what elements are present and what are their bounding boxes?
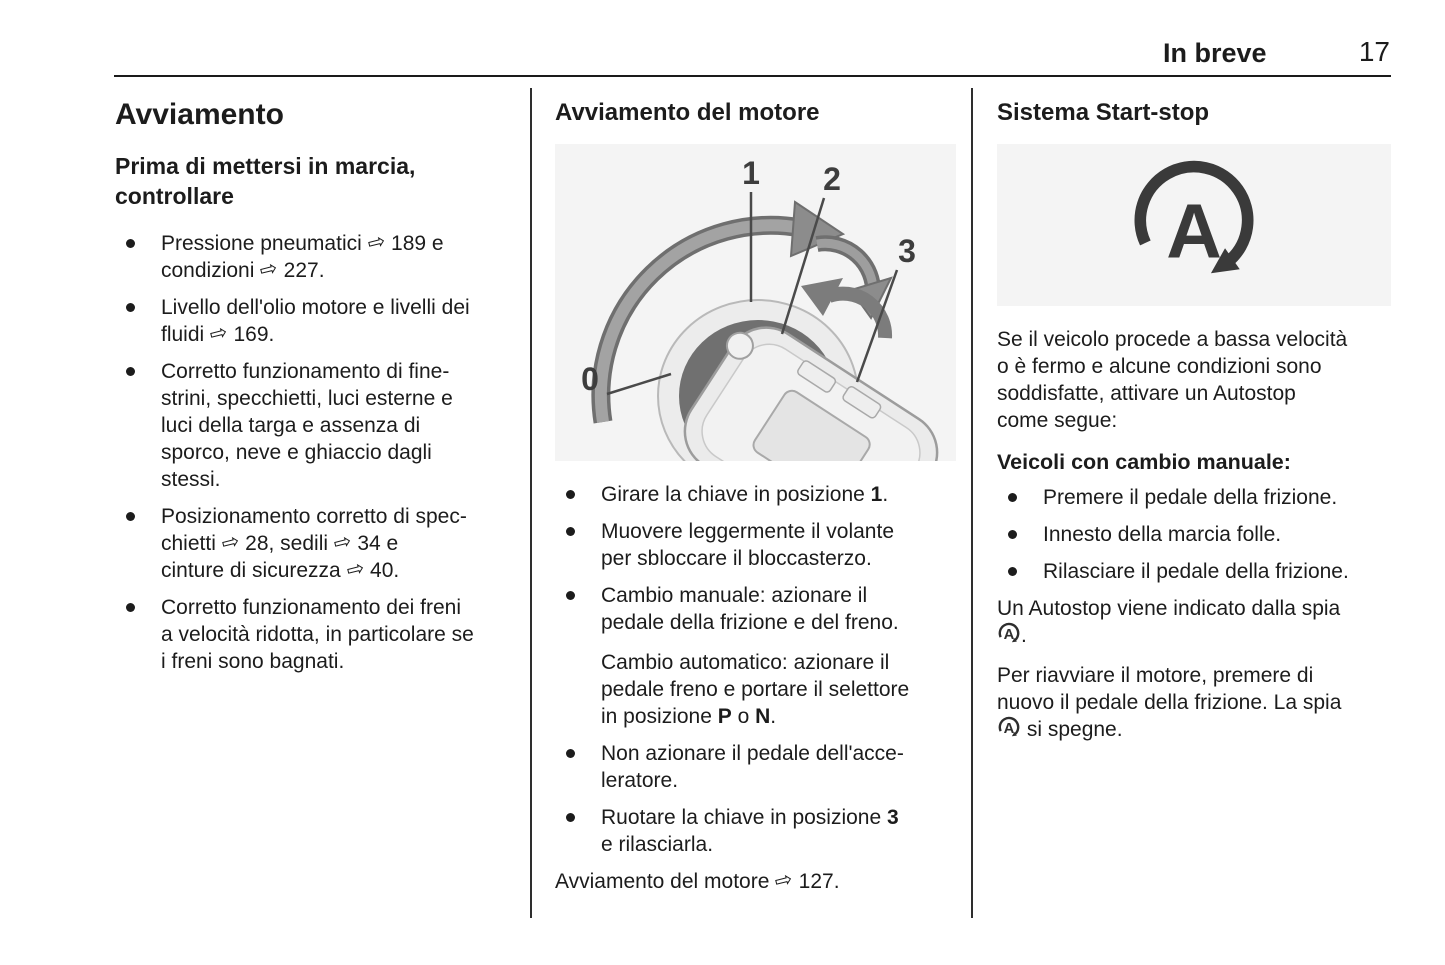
column-left bbox=[115, 95, 495, 685]
start-stop-icon bbox=[1118, 155, 1270, 295]
manual-gearbox-subheading: Veicoli con cambio manuale: bbox=[997, 450, 1291, 474]
list-item bbox=[555, 481, 956, 508]
bullet-dot bbox=[126, 239, 135, 248]
column-middle bbox=[555, 95, 956, 908]
start-stop-indicator-figure bbox=[997, 144, 1391, 306]
bullet-dot bbox=[126, 512, 135, 521]
list-item bbox=[555, 740, 956, 794]
section-title: Avviamento bbox=[115, 98, 284, 131]
reference-arrow-icon: ⇨ bbox=[207, 319, 230, 347]
list-item-text: Posizionamento corretto di spec- chietti ⇨ 28, sedili ⇨ 34 e cinture di sicurezza ⇨ 40. bbox=[161, 505, 467, 583]
bullet-dot bbox=[126, 603, 135, 612]
list-item bbox=[997, 558, 1391, 585]
list-item-text: Muovere leggermente il volante per sbloccare il bloccasterzo. bbox=[601, 520, 894, 570]
engine-start-title: Avviamento del motore bbox=[555, 99, 820, 126]
bullet-dot bbox=[126, 367, 135, 376]
list-item bbox=[555, 518, 956, 572]
reference-arrow-icon: ⇨ bbox=[330, 528, 354, 556]
list-item bbox=[555, 804, 956, 858]
list-item-text: Premere il pedale della frizione. bbox=[1043, 486, 1338, 509]
bullet-dot bbox=[566, 591, 575, 600]
reference-arrow-icon: ⇨ bbox=[343, 555, 367, 583]
list-item bbox=[997, 521, 1391, 548]
engine-start-reference: Avviamento del motore ⇨ 127. bbox=[555, 866, 840, 894]
position-label-1: 1 bbox=[742, 155, 760, 191]
list-item-text: Innesto della marcia folle. bbox=[1043, 523, 1282, 546]
bullet-dot bbox=[566, 813, 575, 822]
list-item-text: Girare la chiave in posizione 1. bbox=[601, 483, 889, 506]
bullet-dot bbox=[566, 749, 575, 758]
list-item bbox=[115, 503, 495, 584]
bullet-dot bbox=[126, 303, 135, 312]
list-item-text: Livello dell'olio motore e livelli dei fluidi ⇨ 169. bbox=[161, 296, 470, 347]
left-subtitle: Prima di mettersi in marcia, controllare bbox=[115, 153, 416, 209]
column-separator bbox=[530, 88, 532, 918]
list-item bbox=[555, 649, 956, 730]
reference-arrow-icon: ⇨ bbox=[772, 866, 796, 894]
column-separator bbox=[971, 88, 973, 918]
ignition-switch-figure bbox=[555, 144, 956, 461]
autostop-conditions-paragraph: Se il veicolo procede a bassa velocità o è fermo e alcune condizioni sono soddisfatte, attivare un Autostop come segue: bbox=[997, 328, 1348, 432]
ignition-illustration bbox=[555, 144, 956, 461]
bullet-dot bbox=[1008, 530, 1017, 539]
svg-text:A: A bbox=[1003, 721, 1015, 738]
list-item-text: Ruotare la chiave in posizione 3 e rilasciarla. bbox=[601, 806, 899, 856]
reference-arrow-icon: ⇨ bbox=[257, 255, 281, 283]
position-label-0: 0 bbox=[581, 361, 599, 397]
header-page-number: 17 bbox=[1358, 36, 1390, 67]
list-item bbox=[997, 484, 1391, 511]
list-item bbox=[555, 582, 956, 636]
list-item-text: Pressione pneumatici ⇨ 189 e condizioni ⇨ 227. bbox=[161, 228, 444, 283]
reference-arrow-icon: ⇨ bbox=[364, 228, 388, 256]
manual-gearbox-steps bbox=[997, 484, 1391, 585]
bullet-dot bbox=[1008, 493, 1017, 502]
pre-drive-checklist bbox=[115, 230, 495, 675]
restart-engine-paragraph: Per riavviare il motore, premere di nuovo il pedale della frizione. La spia A si spegne. bbox=[997, 664, 1342, 741]
list-item-text: Cambio automatico: azionare il pedale freno e portare il selettore in posizione P o N. bbox=[601, 651, 910, 728]
reference-arrow-icon: ⇨ bbox=[218, 528, 242, 556]
position-label-3: 3 bbox=[898, 233, 916, 269]
list-item-text: Rilasciare il pedale della frizione. bbox=[1043, 560, 1349, 583]
list-item bbox=[115, 358, 495, 493]
autostop-indicator-paragraph: Un Autostop viene indicato dalla spia A . bbox=[997, 597, 1341, 647]
column-right bbox=[997, 95, 1391, 756]
bullet-dot bbox=[566, 527, 575, 536]
bullet-dot bbox=[1008, 567, 1017, 576]
svg-text:A: A bbox=[1003, 627, 1015, 644]
svg-text:A: A bbox=[1166, 188, 1222, 275]
start-stop-title: Sistema Start-stop bbox=[997, 99, 1210, 126]
position-label-2: 2 bbox=[823, 161, 841, 197]
header-section-label: In breve bbox=[1163, 38, 1267, 68]
list-item-text: Cambio manuale: azionare il pedale della frizione e del freno. bbox=[601, 584, 899, 634]
autostop-indicator-inline-icon bbox=[997, 622, 1021, 646]
header-rule bbox=[114, 75, 1391, 77]
list-item bbox=[115, 594, 495, 675]
list-item-text: Corretto funzionamento di fine- strini, specchietti, luci esterne e luci della targa e assenza di sporco, neve e ghiaccio dagli stessi. bbox=[161, 360, 453, 491]
list-item bbox=[115, 230, 495, 284]
list-item-text: Non azionare il pedale dell'acce- leratore. bbox=[601, 742, 904, 792]
list-item-text: Corretto funzionamento dei freni a velocità ridotta, in particolare se i freni sono bagnati. bbox=[161, 596, 474, 673]
bullet-dot bbox=[566, 490, 575, 499]
autostop-indicator-inline-icon bbox=[997, 716, 1021, 740]
list-item bbox=[115, 294, 495, 348]
engine-start-steps bbox=[555, 481, 956, 858]
